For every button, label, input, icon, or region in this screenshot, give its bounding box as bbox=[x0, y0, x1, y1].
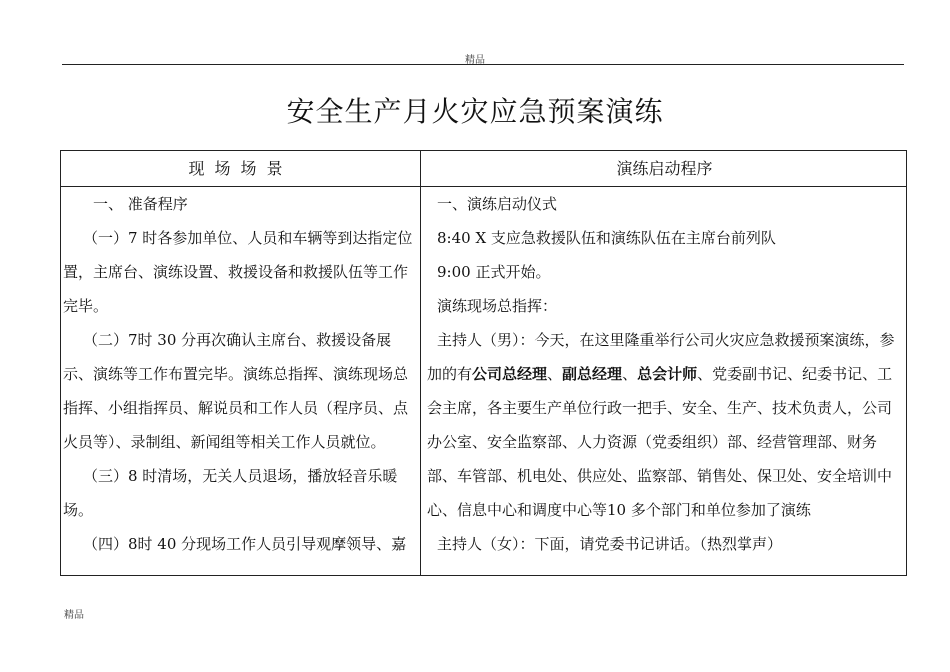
female-host-line: 主持人（女）：下面，请党委书记讲话。（热烈掌声） bbox=[437, 535, 783, 553]
ceremony-heading: 一、演练启动仪式 bbox=[437, 195, 558, 213]
scene-cell bbox=[61, 187, 420, 575]
right-column-header: 演练启动程序 bbox=[616, 159, 713, 178]
time-line-840: 8:40 X 支应急救援队伍和演练队伍在主席台前列队 bbox=[437, 229, 776, 247]
header-label: 精品 bbox=[465, 55, 485, 66]
male-host-speech bbox=[427, 323, 906, 527]
attendee-cfo: 总会计师 bbox=[637, 365, 698, 383]
prep-item-3: （三）8 时清场，无关人员退场，播放轻音乐暖场。 bbox=[63, 467, 398, 519]
prep-section-heading: 一、 准备程序 bbox=[93, 195, 188, 213]
left-column-header: 现场场景 bbox=[188, 159, 293, 178]
prep-item-1: （一）7 时各参加单位、人员和车辆等到达指定位置，主席台、演练设置、救援设备和救援队伍等工作完毕。 bbox=[63, 229, 413, 315]
procedure-table bbox=[60, 150, 907, 576]
host-intro-text: 主持人（男）：今天，在这里隆重举行公司火灾应急救援预案演练，参加的有 bbox=[427, 331, 895, 383]
attendee-gm: 公司总经理 bbox=[472, 365, 548, 383]
prep-item-2: （二）7时 30 分再次确认主席台、救援设备展示、演练等工作布置完毕。演练总指挥、演练现场总指挥、小组指挥员、解说员和工作人员（程序员、点火员等）、录制组、新闻组等相关工作人员就位。 bbox=[63, 331, 409, 451]
separator: 、 bbox=[547, 365, 563, 383]
host-rest-text: 、党委副书记、纪委书记、工会主席，各主要生产单位行政一把手、安全、生产、技术负责人，公司办公室、安全监察部、人力资源（党委组织）部、经营管理部、财务部、车管部、机电处、供应处、监察部、销售处、保卫处、安全培训中心、信息中心和调度中心等10 多个部门和单位参加了演练 bbox=[427, 365, 893, 519]
separator: 、 bbox=[622, 365, 638, 383]
header-rule bbox=[62, 64, 904, 65]
footer-label: 精品 bbox=[64, 610, 84, 621]
prep-item-4: （四）8时 40 分现场工作人员引导观摩领导、嘉 bbox=[83, 535, 407, 553]
procedure-cell bbox=[421, 187, 908, 575]
document-title: 安全生产月火灾应急预案演练 bbox=[286, 95, 664, 128]
attendee-deputy-gm: 副总经理 bbox=[562, 365, 623, 383]
time-line-900: 9:00 正式开始。 bbox=[437, 263, 551, 281]
commander-line: 演练现场总指挥： bbox=[437, 297, 558, 315]
